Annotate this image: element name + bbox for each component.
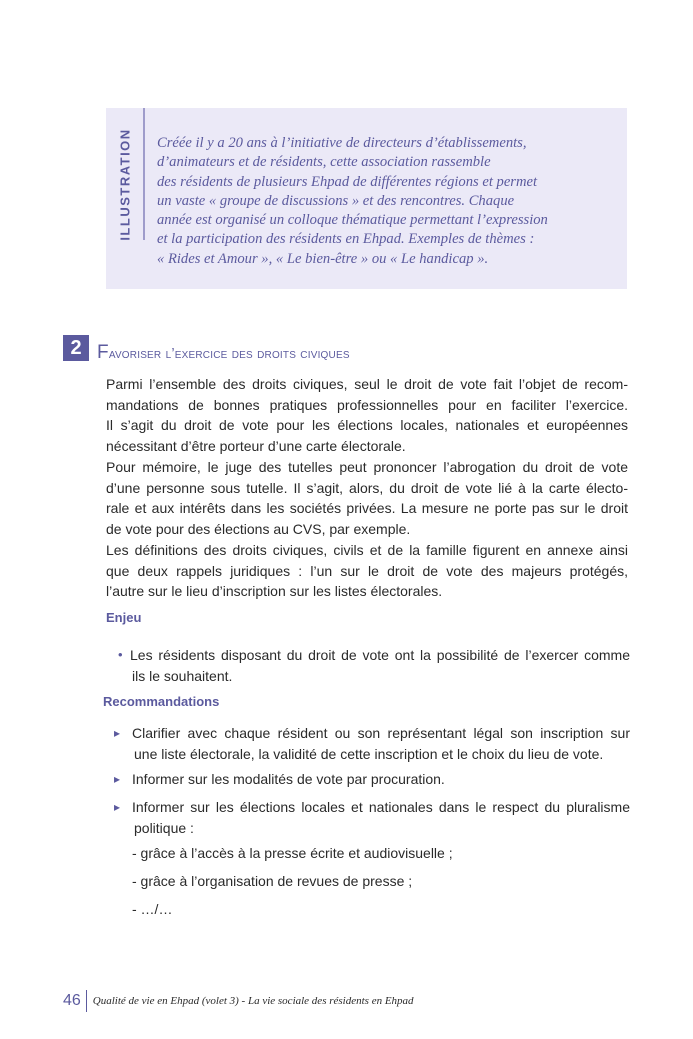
sub-item: - grâce à l’organisation de revues de presse ; [132,873,413,889]
section-title: Favoriser l’exercice des droits civiques [97,342,350,363]
paragraph-line: rale et aux intérêts dans les sociétés privées. La mesure ne porte pas sur le droit [106,500,628,516]
paragraph-1 [106,374,628,456]
recommendation-item [114,723,630,764]
callout-line: un vaste « groupe de discussions » et des rencontres. Chaque [157,192,515,209]
paragraph-line: l’autre sur le lieu d’inscription sur les listes électorales. [106,583,443,599]
recommendation-line: Informer sur les modalités de vote par procuration. [132,771,445,787]
paragraph-line: Les définitions des droits civiques, civils et de la famille figurent en annexe ainsi [106,542,628,558]
callout-text [157,134,617,269]
triangle-bullet-icon: ▸ [114,800,121,814]
page-footer [63,990,414,1012]
paragraph-line: Pour mémoire, le juge des tutelles peut prononcer l’abrogation du droit de vote [106,459,628,475]
page-number: 46 [63,992,81,1009]
callout-line: des résidents de plusieurs Ehpad de différentes régions et permet [157,173,538,190]
recommandations-heading: Recommandations [103,694,220,709]
recommendation-line: politique : [134,819,194,836]
triangle-bullet-icon: ▸ [114,726,121,740]
callout-line: année est organisé un colloque thématique permettant l’expression [157,212,548,229]
callout-label-text: ILLUSTRATION [117,127,133,241]
bullet-line: Les résidents disposant du droit de vote ont la possibilité de l’exercer comme [130,647,630,663]
recommendation-line: Informer sur les élections locales et nationales dans le respect du pluralisme [132,799,630,815]
footer-title: Qualité de vie en Ehpad (volet 3) - La vie sociale des résidents en Ehpad [92,995,414,1007]
paragraph-line: nécessitant d’être porteur d’une carte électorale. [106,437,406,454]
callout-label [113,127,137,241]
paragraph-3 [106,540,628,602]
sub-item: - …/… [132,901,173,917]
paragraph-line: Il s’agit du droit de vote pour les élections locales, nationales et européennes [106,417,628,433]
sub-item: - grâce à l’accès à la presse écrite et audiovisuelle ; [132,845,453,861]
paragraph-line: de vote pour des élections au CVS, par exemple. [106,520,411,537]
bullet-dot-icon: • [118,647,123,662]
callout-line: et la participation des résidents en Ehpad. Exemples de thèmes : [157,231,535,248]
paragraph-line: mandations de bonnes pratiques professionnelles pour en faciliter l’exercice. [106,396,628,413]
bullet-line: ils le souhaitent. [132,667,233,684]
triangle-bullet-icon: ▸ [114,772,121,786]
recommendation-line: Clarifier avec chaque résident ou son représentant légal son inscription sur [132,725,630,741]
paragraph-line: Parmi l’ensemble des droits civiques, seul le droit de vote fait l’objet de recom- [106,376,628,392]
section-number: 2 [63,335,89,361]
enjeu-heading: Enjeu [106,610,142,625]
callout-line: « Rides et Amour », « Le bien-être » ou « Le handicap ». [157,250,489,267]
callout-line: d’animateurs et de résidents, cette association rassemble [157,154,491,171]
paragraph-2 [106,457,628,539]
recommendation-item [114,769,630,790]
paragraph-line: d’une personne sous tutelle. Il s’agit, alors, du droit de vote lié à la carte électo- [106,479,628,496]
footer-divider [86,990,87,1012]
paragraph-line: que deux rappels juridiques : l’un sur le droit de vote des majeurs protégés, [106,562,628,579]
recommendation-item [114,797,630,838]
callout-line: Créée il y a 20 ans à l’initiative de directeurs d’établissements, [157,135,527,151]
recommendation-line: une liste électorale, la validité de cette inscription et le choix du lieu de vote. [134,745,604,762]
enjeu-bullet [118,645,630,686]
callout-divider [143,108,145,240]
